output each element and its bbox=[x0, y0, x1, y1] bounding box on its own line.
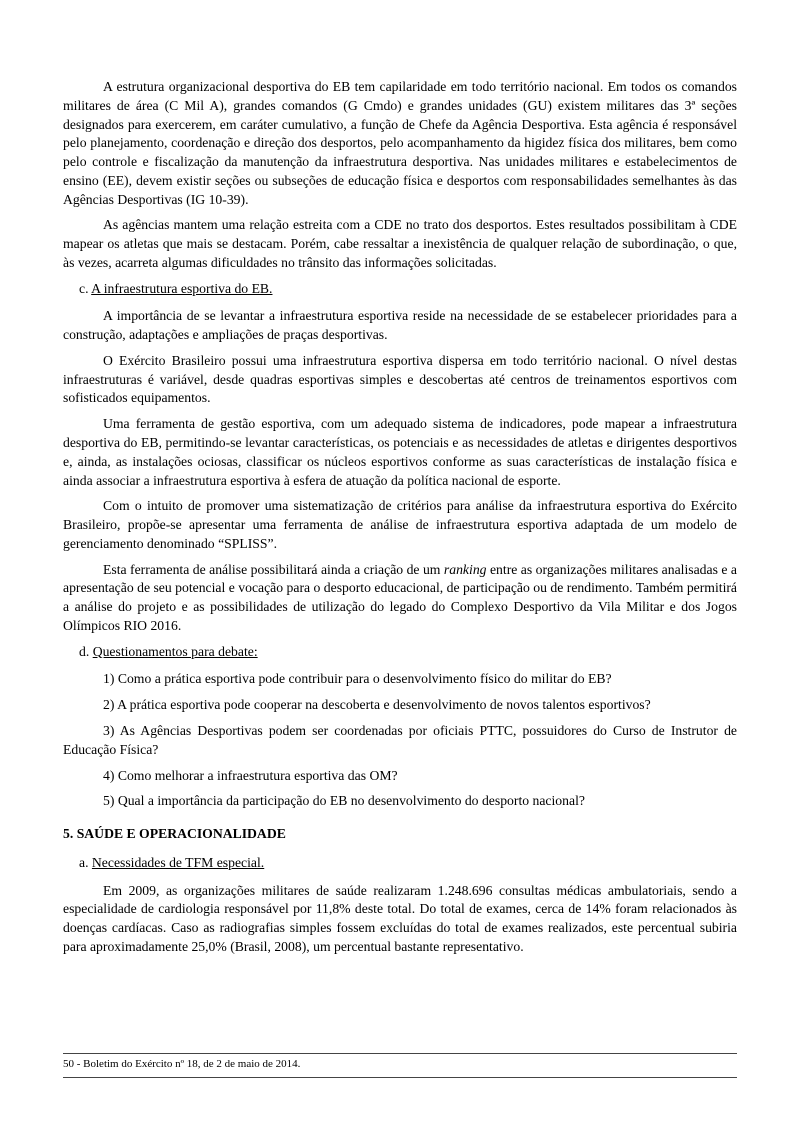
item-a-heading bbox=[63, 854, 737, 873]
question-1: 1) Como a prática esportiva pode contribuir para o desenvolvimento físico do militar do EB? bbox=[103, 671, 612, 687]
section-5-heading: 5. SAÚDE E OPERACIONALIDADE bbox=[63, 826, 286, 842]
ranking-italic-word: ranking bbox=[443, 561, 487, 577]
paragraph-ranking-part-a: Esta ferramenta de análise possibilitará ainda a criação de um bbox=[103, 561, 444, 577]
item-c-label: A infraestrutura esportiva do EB. bbox=[91, 280, 273, 296]
paragraph-agencies-cde: As agências mantem uma relação estreita com a CDE no trato dos desportos. Estes resultados possibilitam à CDE mapear os atletas que mais se destacam. Porém, cabe ressaltar a inexistência de qualquer relação de subordinação, o que, às vezes, acarreta algumas dificuldades no trânsito das informações solicitadas. bbox=[63, 217, 737, 270]
item-c-prefix: c. bbox=[79, 280, 92, 296]
paragraph-saude-2009: Em 2009, as organizações militares de saúde realizaram 1.248.696 consultas médicas ambulatoriais, sendo a especialidade de cardiologia responsável por 11,8% deste total. Do total de exames, cerca de 14% foram relacionados às doenças cardíacas. Caso as radiografias simples fossem excluídas do total de exames realizados, este percentual subiria para aproximadamente 25,0% (Brasil, 2008), um percentual bastante representativo. bbox=[63, 882, 737, 954]
paragraph-gestao-esportiva: Uma ferramenta de gestão esportiva, com um adequado sistema de indicadores, pode mapear a infraestrutura desportiva do EB, permitindo-se levantar características, os potenciais e as necessidades de atletas e dirigentes desportivos e, ainda, as instalações ociosas, classificar os núcleos esportivos conforme as suas características de instalação física e ainda associar a infraestrutura esportiva à esfera de atuação da política nacional de esporte. bbox=[63, 416, 737, 488]
item-c-heading bbox=[63, 280, 737, 299]
item-a-prefix: a. bbox=[79, 854, 92, 870]
question-2: 2) A prática esportiva pode cooperar na descoberta e desenvolvimento de novos talentos esportivos? bbox=[103, 697, 651, 713]
question-4: 4) Como melhorar a infraestrutura esportiva das OM? bbox=[103, 767, 398, 783]
page-footer bbox=[63, 1053, 737, 1078]
footer-text: 50 - Boletim do Exército nº 18, de 2 de maio de 2014. bbox=[63, 1058, 301, 1070]
paragraph-ranking bbox=[63, 561, 737, 636]
paragraph-ranking-part-c: entre as organizações militares analisadas e a apresentação de seu potencial e vocação para o desporto educacional, de participação ou de rendimento. Também permitirá a análise do projeto e as possibilidades de utilização do legado do Complexo Desportivo da Vila Militar e dos Jogos Olímpicos RIO 2016. bbox=[63, 561, 737, 633]
item-d-label: Questionamentos para debate: bbox=[92, 643, 258, 659]
item-d-prefix: d. bbox=[79, 643, 93, 659]
item-d-heading bbox=[63, 643, 737, 662]
item-a-label: Necessidades de TFM especial. bbox=[91, 854, 265, 870]
question-5: 5) Qual a importância da participação do EB no desenvolvimento do desporto nacional? bbox=[103, 793, 585, 809]
paragraph-infra-dispersa: O Exército Brasileiro possui uma infraestrutura esportiva dispersa em todo território nacional. O nível destas infraestruturas é variável, desde quadras esportivas simples e descobertas até centros de treinamentos esportivos com sofisticados equipamentos. bbox=[63, 352, 737, 406]
paragraph-org-structure: A estrutura organizacional desportiva do EB tem capilaridade em todo território nacional. Em todos os comandos militares de área (C Mil A), grandes comandos (G Cmdo) e grandes unidades (GU) existem militares das 3ª seções designados para exercerem, em caráter cumulativo, a função de Chefe da Agência Desportiva. Esta agência é responsável pelo planejamento, coordenação e direção dos desportos, pelo acompanhamento da higidez física dos militares, bem como pelo controle e fiscalização da manutenção da infraestrutura desportiva. Nas unidades militares e estabelecimentos de ensino (EE), devem existir seções ou subseções de educação física e desportos com responsabilidades semelhantes às das Agências Desportivas (IG 10-39). bbox=[63, 79, 737, 207]
paragraph-spliss: Com o intuito de promover uma sistematização de critérios para análise da infraestrutura esportiva do Exército Brasileiro, propõe-se apresentar uma ferramenta de análise de infraestrutura esportiva adaptada de um modelo de gerenciamento denominado “SPLISS”. bbox=[63, 498, 737, 551]
question-3: 3) As Agências Desportivas podem ser coordenadas por oficiais PTTC, possuidores do Curso de Instrutor de Educação Física? bbox=[63, 722, 737, 757]
document-body bbox=[63, 78, 737, 957]
paragraph-infra-importance: A importância de se levantar a infraestrutura esportiva reside na necessidade de se estabelecer prioridades para a construção, adaptações e ampliações de praças desportivas. bbox=[63, 308, 737, 343]
